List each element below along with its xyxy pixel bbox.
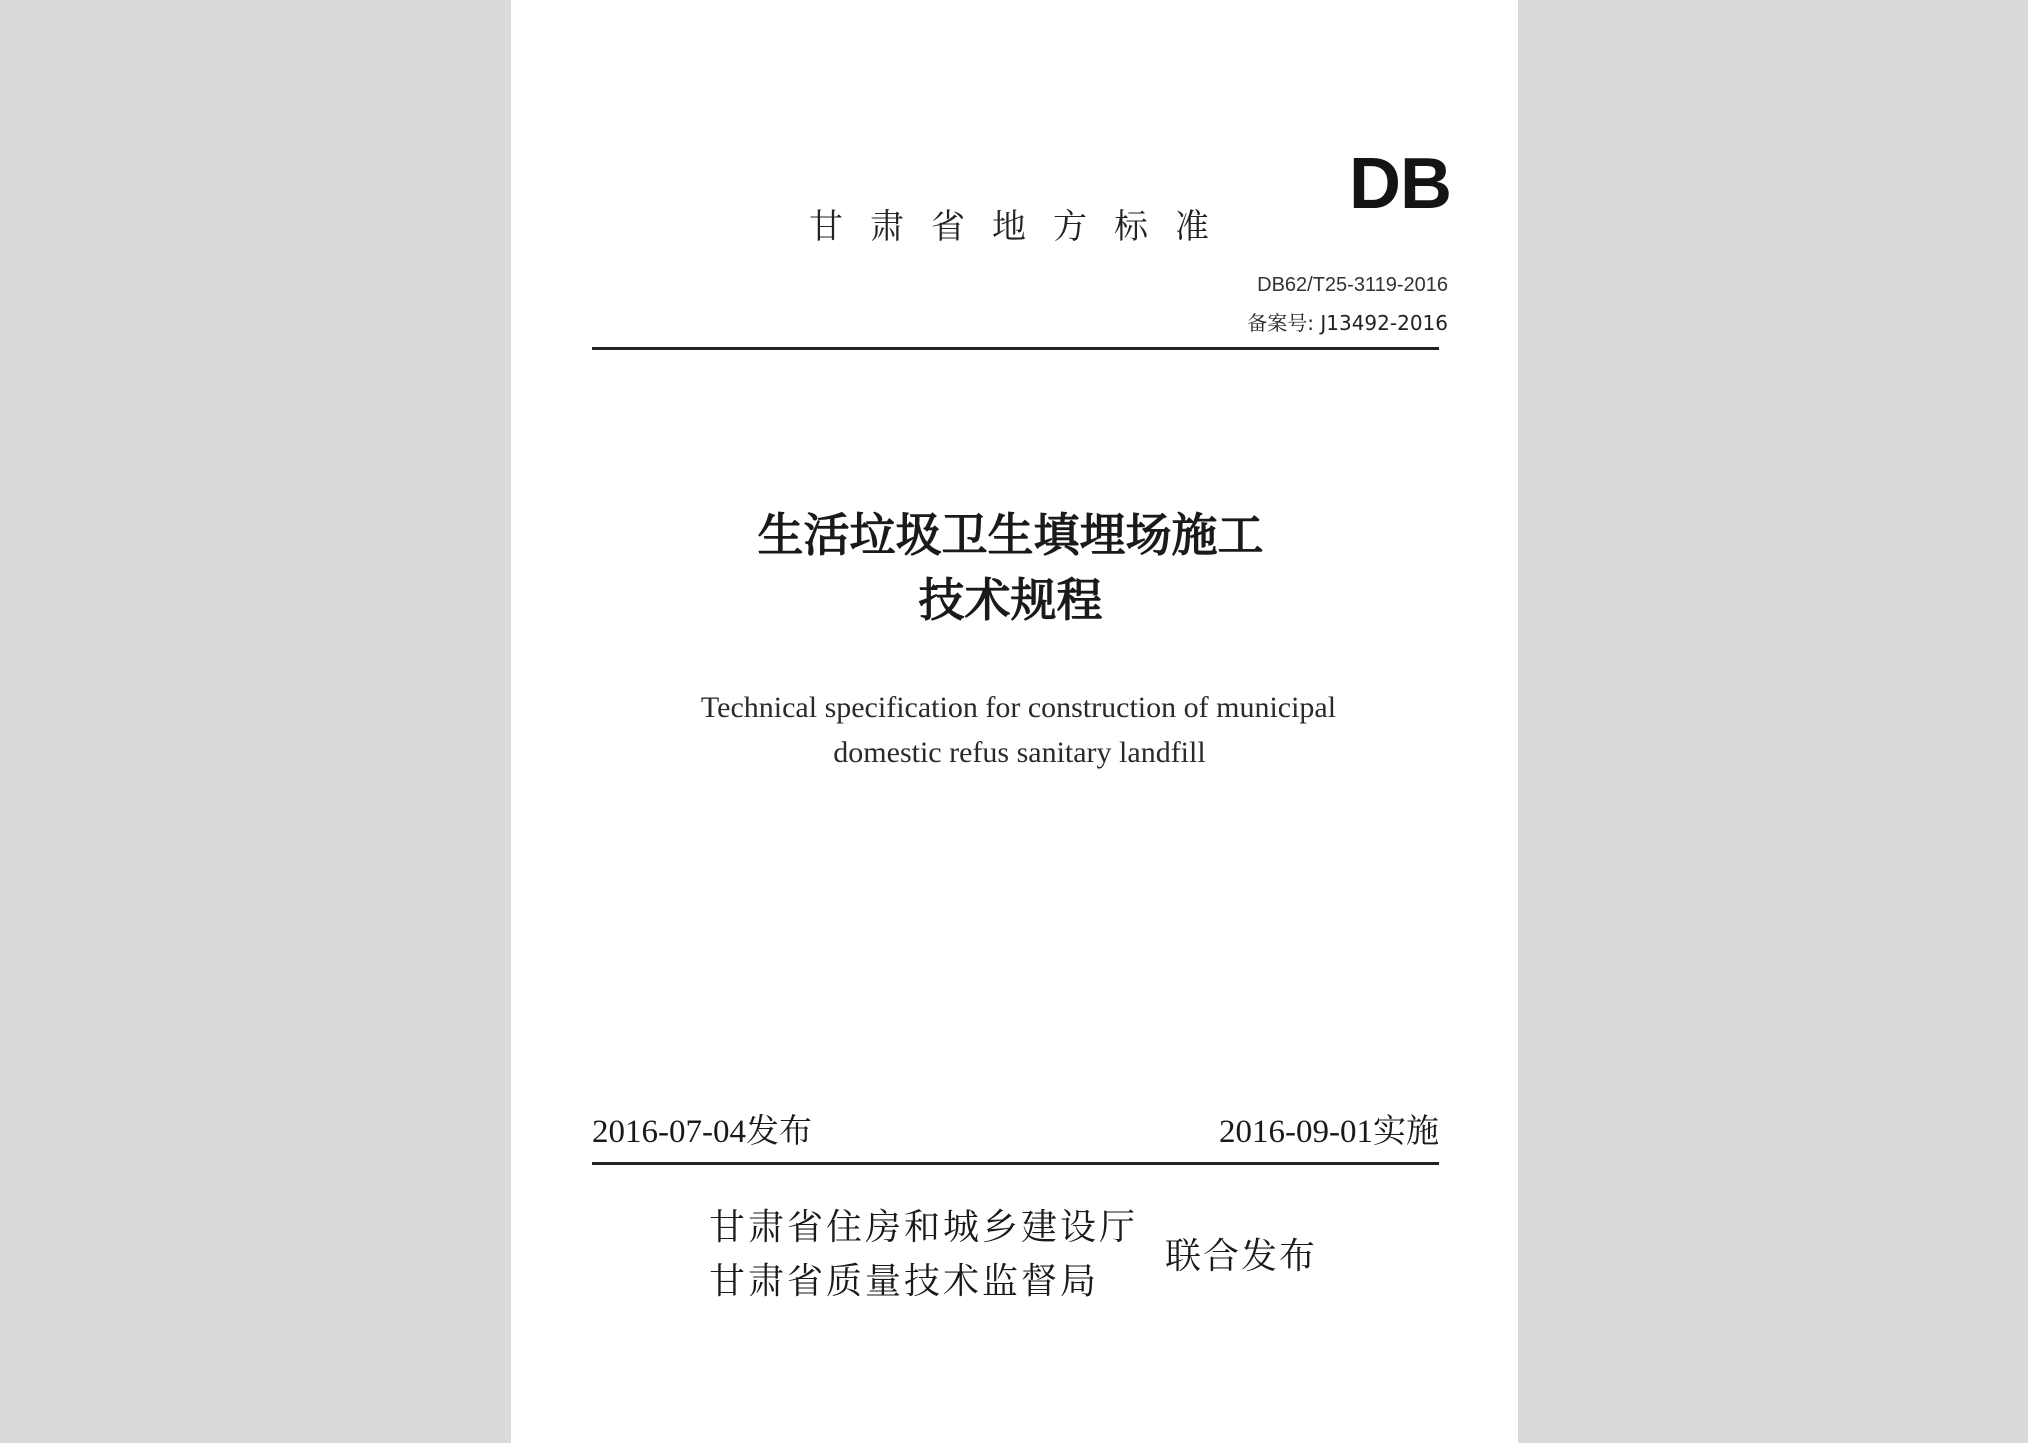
bottom-divider — [592, 1162, 1439, 1165]
top-divider — [592, 347, 1439, 350]
joint-release: 联合发布 — [1165, 1236, 1318, 1277]
title-en-line2: domestic refus sanitary landfill — [833, 736, 1206, 769]
issuer-line2: 甘肃省质量技术监督局 — [709, 1261, 1100, 1302]
standard-type: 甘肃省地方标准 — [809, 207, 1236, 247]
record-number: 备案号: J13492-2016 — [1247, 311, 1448, 335]
standard-mark: DB — [1349, 144, 1451, 224]
title-cn-line1: 生活垃圾卫生填埋场施工 — [757, 508, 1264, 562]
standard-code: DB62/T25-3119-2016 — [1257, 274, 1448, 296]
title-en-line1: Technical specification for construction of municipal — [700, 691, 1337, 724]
effective-date: 2016-09-01实施 — [1219, 1114, 1439, 1150]
title-cn-line2: 技术规程 — [918, 573, 1103, 627]
document-page — [511, 0, 1518, 1443]
issue-date: 2016-07-04发布 — [592, 1114, 812, 1150]
issuer-line1: 甘肃省住房和城乡建设厅 — [709, 1207, 1139, 1248]
